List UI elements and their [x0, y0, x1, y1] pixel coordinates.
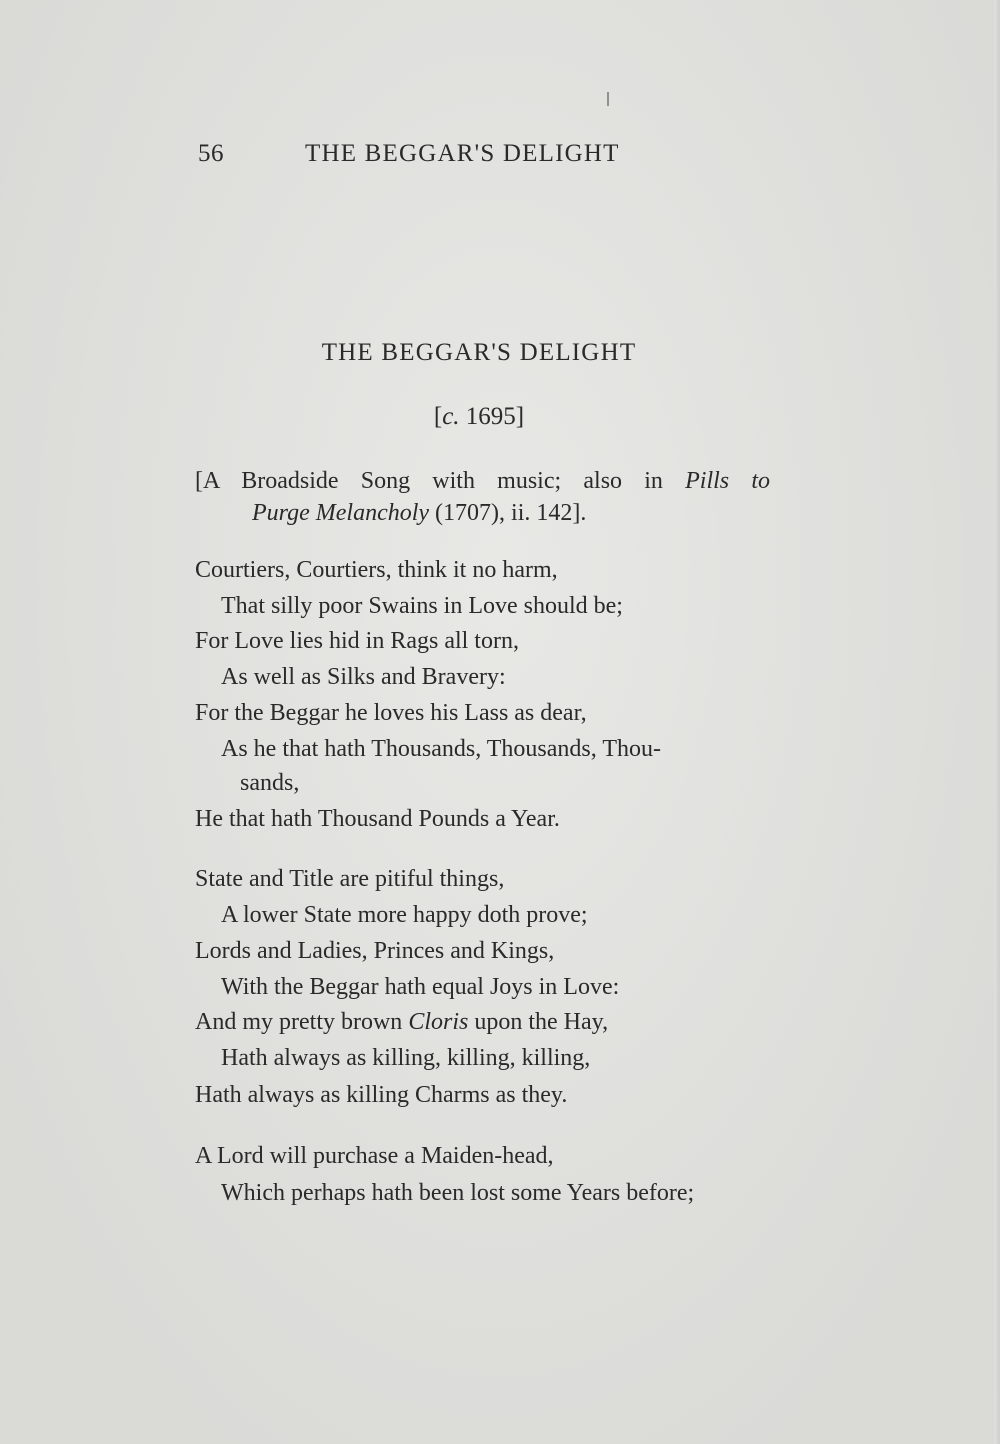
running-head [198, 140, 668, 176]
poem-date [0, 403, 958, 431]
verse-line: A Lord will purchase a Maiden-head, [195, 1143, 554, 1169]
ink-speck [607, 92, 609, 106]
verse-line [195, 1009, 608, 1036]
verse-line: He that hath Thousand Pounds a Year. [195, 806, 560, 832]
verse-line: Lords and Ladies, Princes and Kings, [195, 938, 555, 964]
verse-line: For the Beggar he loves his Lass as dear, [195, 700, 587, 726]
note-line-1 [195, 465, 770, 497]
verse-line: As he that hath Thousands, Thousands, Thou- [221, 736, 661, 762]
note-line-2 [195, 497, 770, 529]
editorial-note [195, 465, 770, 529]
note-italic-title: Purge Melancholy [252, 500, 430, 526]
verse-line: For Love lies hid in Rags all torn, [195, 628, 519, 654]
running-title: THE BEGGAR'S DELIGHT [305, 140, 620, 167]
note-text: (1707), ii. 142]. [429, 500, 587, 526]
verse-line: sands, [240, 770, 300, 796]
note-text: [A Broadside Song with music; also in [195, 468, 686, 494]
note-italic-title: Pills to [685, 468, 771, 494]
verse-text: upon the Hay, [468, 1009, 609, 1035]
verse-line: Which perhaps hath been lost some Years before; [221, 1180, 695, 1206]
verse-line: State and Title are pitiful things, [195, 866, 505, 892]
page-edge-shadow [994, 0, 1000, 1444]
verse-line: As well as Silks and Bravery: [221, 664, 506, 690]
verse-text: And my pretty brown [195, 1009, 409, 1035]
page-number: 56 [198, 140, 224, 167]
date-open-bracket: [ [433, 403, 443, 430]
verse-italic-name: Cloris [408, 1009, 469, 1035]
verse-line: Hath always as killing, killing, killing, [221, 1045, 591, 1071]
date-circa: c. [442, 403, 460, 430]
verse-line: Courtiers, Courtiers, think it no harm, [195, 557, 558, 583]
verse-line: That silly poor Swains in Love should be; [221, 593, 623, 619]
date-year: 1695] [465, 403, 525, 430]
verse-line: With the Beggar hath equal Joys in Love: [221, 974, 620, 1000]
verse-line: A lower State more happy doth prove; [221, 902, 588, 928]
poem-title: THE BEGGAR'S DELIGHT [321, 339, 637, 366]
verse-line: Hath always as killing Charms as they. [195, 1082, 568, 1108]
